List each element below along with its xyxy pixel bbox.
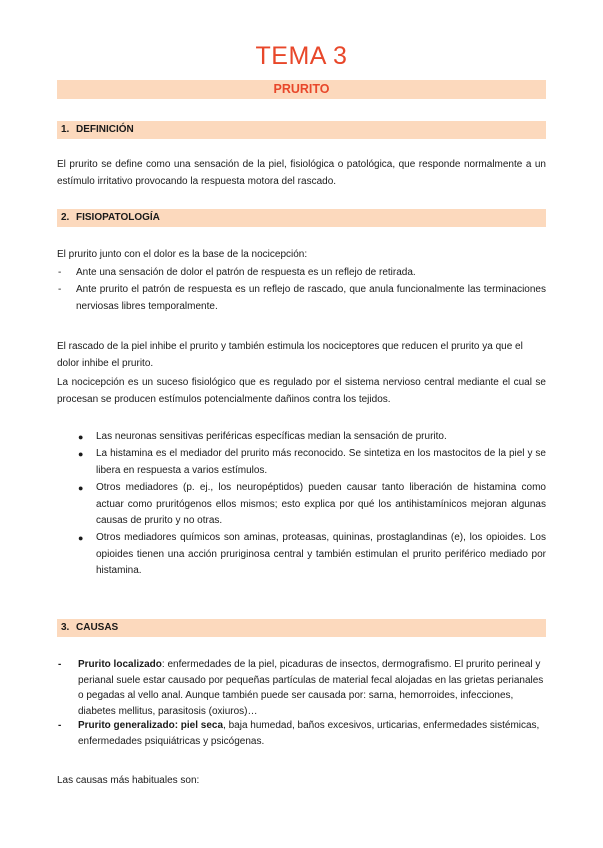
- bullet-marker: ●: [78, 449, 84, 459]
- list-item-text: Ante prurito el patrón de respuesta es un reflejo de rascado, que anula funcionalmente las terminaciones nerviosas libres temporalmente.: [76, 284, 546, 312]
- section-number: 3.: [61, 622, 70, 633]
- document-title: TEMA 3: [255, 42, 348, 70]
- section-title: FISIOPATOLOGÍA: [76, 212, 160, 223]
- bullet-marker: ●: [78, 533, 84, 543]
- bullet-item-text: Otros mediadores (p. ej., los neuropéptidos) pueden causar tanto liberación de histamina como actuar como pruritógenos ellos mismos; esto explica por qué los antihistamínicos mejoran algunas causas de prurito y no otras.: [96, 482, 546, 526]
- section-number: 2.: [61, 212, 70, 223]
- section-title: DEFINICIÓN: [76, 124, 134, 135]
- bullet-item-text: Otros mediadores químicos son aminas, proteasas, quininas, prostaglandinas (e), los opioides. Los opioides tienen una acción pruriginosa central y también estimulan el prurito periférico mediado por histamina.: [96, 532, 546, 576]
- fisiopatologia-paragraph-2: La nocicepción es un suceso fisiológico que es regulado por el sistema nervioso central mediante el cual se procesan se producen estímulos potencialmente dañinos contra los tejidos.: [57, 377, 546, 405]
- cause-description: : enfermedades de la piel, picaduras de insectos, dermografismo. El prurito perineal y perianal suele estar causado por pequeñas partículas de material fecal alojadas en las grietas perianales o pegadas al vello anal. Aunque también puede ser causada por: sarna, hemorroides, infecciones, diabetes mellitus, parasitosis (oxiuros)…: [78, 659, 544, 717]
- list-item-text: Ante una sensación de dolor el patrón de respuesta es un reflejo de retirada.: [76, 267, 416, 278]
- dash-marker: -: [58, 659, 62, 670]
- dash-marker: -: [58, 284, 62, 295]
- section-number: 1.: [61, 124, 70, 135]
- bullet-item-text: La histamina es el mediador del prurito más reconocido. Se sintetiza en los mastocitos de la piel y se libera en respuesta a varios estímulos.: [96, 448, 546, 476]
- causas-closing: Las causas más habituales son:: [57, 775, 200, 786]
- cause-separator: :: [174, 720, 181, 731]
- cause-term: Prurito generalizado: [78, 720, 175, 731]
- cause-term-secondary: piel seca: [180, 720, 224, 731]
- dash-marker: -: [58, 267, 62, 278]
- section-title: CAUSAS: [76, 622, 119, 633]
- cause-term: Prurito localizado: [78, 659, 162, 670]
- section-heading-definicion: [57, 121, 546, 139]
- cause-item-text: [78, 718, 546, 749]
- fisiopatologia-paragraph-1: El rascado de la piel inhibe el prurito y también estimula los nociceptores que reducen el prurito ya que el dolor inhibe el prurito.: [57, 341, 523, 369]
- cause-description: , baja humedad, baños excesivos, urticarias, enfermedades sistémicas, enfermedades psiquiátricas y psicógenas.: [78, 720, 540, 747]
- bullet-item-text: Las neuronas sensitivas periféricas específicas median la sensación de prurito.: [96, 431, 447, 442]
- fisiopatologia-intro: El prurito junto con el dolor es la base de la nocicepción:: [57, 249, 308, 260]
- bullet-marker: ●: [78, 483, 84, 493]
- topic-banner: PRURITO: [57, 80, 546, 99]
- dash-marker: -: [58, 720, 62, 731]
- bullet-marker: ●: [78, 432, 84, 442]
- definicion-paragraph: El prurito se define como una sensación de la piel, fisiológica o patológica, que responde normalmente a un estímulo irritativo provocando la respuesta motora del rascado.: [57, 159, 546, 187]
- section-heading-fisiopatologia: [57, 209, 546, 227]
- section-heading-causas: [57, 619, 546, 637]
- cause-item-text: [78, 657, 546, 719]
